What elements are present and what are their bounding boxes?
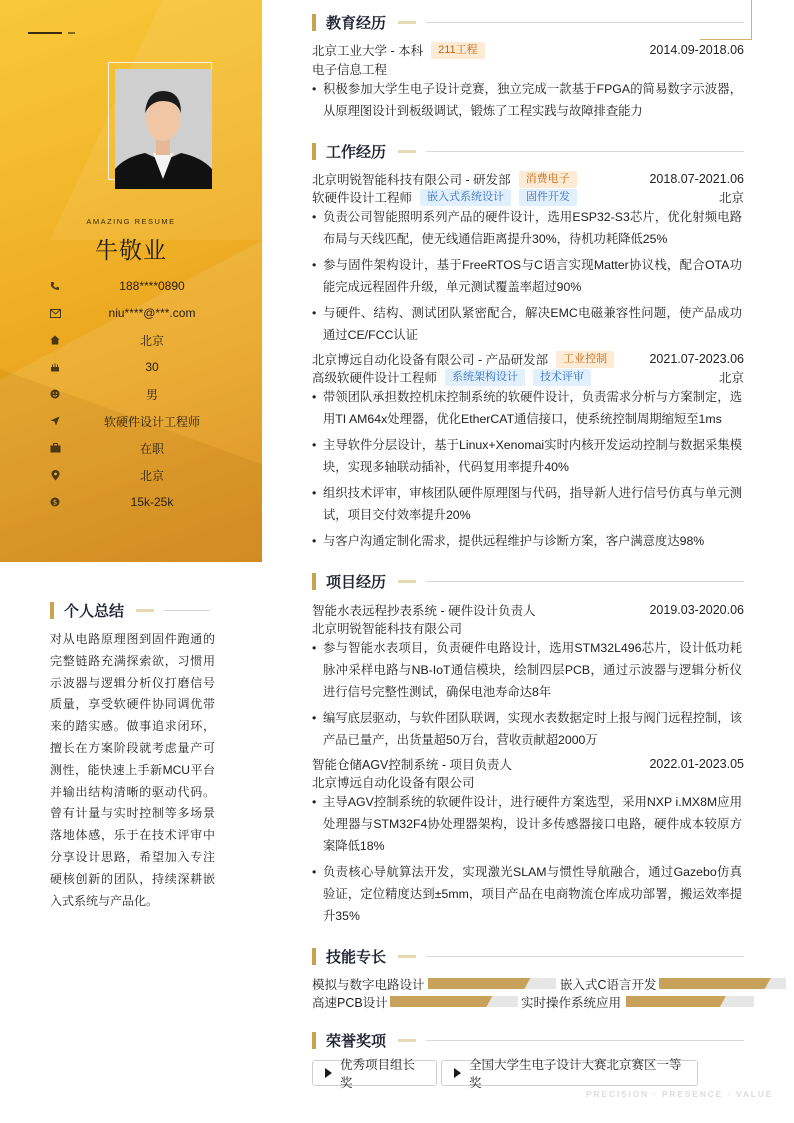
cake-icon (48, 360, 62, 374)
project-name-row (312, 755, 744, 773)
skill-bar (626, 996, 754, 1007)
skill-label: 嵌入式C语言开发 (560, 978, 657, 992)
project-company-row (312, 773, 744, 791)
summary-heading (50, 600, 210, 621)
job-bullet: • 主导软件分层设计，基于Linux+Xenomai实时内核开发运动控制与数据采集模块，实现多轴联动插补，代码复用率提升40% (312, 434, 742, 478)
job-bullet: • 与客户沟通定制化需求，提供远程维护与诊断方案，客户满意度达98% (312, 530, 742, 552)
skills-heading (312, 947, 744, 965)
status-value: 在职 (139, 441, 164, 456)
info-status (48, 438, 242, 458)
award-label: 全国大学生电子设计大赛北京赛区一等奖 (469, 1058, 682, 1090)
money-icon (48, 495, 62, 509)
profile-panel (0, 0, 262, 562)
candidate-name: 牛敬业 (95, 237, 167, 263)
phone-icon (48, 279, 62, 293)
resume-tagline: AMAZING RESUME (86, 217, 176, 226)
age-value: 30 (145, 360, 159, 374)
location-value: 北京 (139, 333, 164, 348)
job-bullet: • 组织技术评审，审核团队硬件原理图与代码，指导新人进行信号仿真与单元测试，项目交付效率提升20% (312, 482, 742, 526)
job-role-row (312, 368, 744, 386)
project-bullet: • 参与智能水表项目，负责硬件电路设计，选用STM32L496芯片，设计低功耗脉冲采样电路与NB-IoT通信模块，绘制四层PCB，通过示波器与逻辑分析仪进行信号完整性测试，确保电池寿命达8年 (312, 637, 742, 703)
summary-text: 对从电路原理图到固件跑通的完整链路充满探索欲，习惯用示波器与逻辑分析仪打磨信号质量，享受软硬件协同调优带来的踏实感。做事追求闭环，擅长在方案阶段就考虑量产可测性，能快速上手新MCU平台并输出结构清晰的驱动代码。曾有计量与实时控制等多场景落地体感，乐于在技术评审中分享设计思路，希望加入专注硬核创新的团队，持续深耕嵌入式系统与产品化。 (50, 632, 215, 908)
education-major-row (312, 60, 744, 78)
info-gender (48, 384, 242, 404)
job-city: 北京 (718, 191, 744, 205)
job-company: 北京明锐智能科技有限公司 - 研发部 (312, 173, 511, 187)
briefcase-icon (48, 441, 62, 455)
svg-text:$: $ (52, 498, 58, 507)
email-value: niu****@***.com (108, 306, 196, 320)
target-city-value: 北京 (139, 468, 164, 483)
skill-tag: 系统架构设计 (445, 369, 525, 386)
skill-label: 模拟与数字电路设计 (312, 978, 425, 992)
avatar (115, 69, 212, 189)
skill-tag: 技术评审 (533, 369, 591, 386)
job-company: 北京博远自动化设备有限公司 - 产品研发部 (312, 353, 549, 367)
skill-label: 高速PCB设计 (312, 996, 388, 1010)
project-bullet: • 主导AGV控制系统的软硬件设计，进行硬件方案选型，采用NXP i.MX8M应用处理器与STM32F4协处理器架构，设计多传感器接口电路，硬件成本较原方案降低18% (312, 791, 742, 857)
project-name-row (312, 601, 744, 619)
play-icon (454, 1068, 461, 1078)
awards-title: 荣誉奖项 (326, 1032, 387, 1050)
job-date: 2018.07-2021.06 (649, 172, 744, 186)
play-icon (325, 1068, 332, 1078)
skill-bar (390, 996, 518, 1007)
skill-bar-fill (659, 978, 771, 989)
education-bullet: • 积极参加大学生电子设计竞赛，独立完成一款基于FPGA的简易数字示波器，从原理图设计到板级调试，锻炼了工程实践与故障排查能力 (312, 78, 742, 122)
salary-value: 15k-25k (130, 495, 174, 509)
info-age (48, 357, 242, 377)
school-name: 北京工业大学 - 本科 (312, 44, 424, 58)
phone-value: 188****0890 (119, 279, 185, 293)
project-company: 北京明锐智能科技有限公司 (312, 622, 463, 636)
industry-tag: 工业控制 (556, 351, 614, 368)
project-name: 智能仓储AGV控制系统 - 项目负责人 (312, 758, 513, 772)
school-tag: 211工程 (431, 42, 485, 59)
industry-tag: 消费电子 (519, 171, 577, 188)
info-salary (48, 492, 242, 512)
award-badge (312, 1058, 437, 1090)
mail-icon (48, 306, 62, 320)
education-heading (312, 13, 744, 31)
info-location (48, 330, 242, 350)
skill-bar (659, 978, 786, 989)
skill-bar-fill (626, 996, 726, 1007)
education-school-row (312, 41, 744, 59)
project-bullet: • 编写底层驱动，与软件团队联调，实现水表数据定时上报与阀门远程控制，该产品已量产，出货量超50万台，营收贡献超2000万 (312, 707, 742, 751)
job-bullet: • 负责公司智能照明系列产品的硬件设计，选用ESP32-S3芯片，优化射频电路布局与天线匹配，使无线通信距离提升30%，待机功耗降低25% (312, 206, 742, 250)
decorative-line (68, 32, 75, 34)
projects-title: 项目经历 (326, 573, 387, 591)
award-badge (441, 1058, 698, 1090)
job-bullet: • 参与固件架构设计，基于FreeRTOS与C语言实现Matter协议栈，配合OTA功能完成远程固件升级，单元测试覆盖率超过90% (312, 254, 742, 298)
education-date: 2014.09-2018.06 (649, 43, 744, 57)
skill-label: 实时操作系统应用 (521, 996, 622, 1010)
info-target-city (48, 465, 242, 485)
job-company-row (312, 350, 744, 368)
skill-tag: 嵌入式系统设计 (420, 189, 511, 206)
gender-icon (48, 387, 62, 401)
location-pin-icon (48, 468, 62, 482)
info-position (48, 411, 242, 431)
project-name: 智能水表远程抄表系统 - 硬件设计负责人 (312, 604, 536, 618)
job-city: 北京 (718, 371, 744, 385)
summary-title: 个人总结 (64, 603, 125, 620)
skill-tag: 固件开发 (519, 189, 577, 206)
job-role: 高级软硬件设计工程师 (312, 371, 438, 385)
skill-bar (428, 978, 556, 989)
project-company: 北京博远自动化设备有限公司 (312, 776, 475, 790)
info-email (48, 303, 242, 323)
job-date: 2021.07-2023.06 (649, 352, 744, 366)
skill-bar-fill (428, 978, 530, 989)
home-icon (48, 333, 62, 347)
work-heading (312, 142, 744, 160)
project-bullet: • 负责核心导航算法开发，实现激光SLAM与惯性导航融合，通过Gazebo仿真验证，定位精度达到±5mm，项目产品在电商物流仓库成功部署，搬运效率提升35% (312, 861, 742, 927)
info-phone (48, 276, 242, 296)
job-role-row (312, 188, 744, 206)
skills-title: 技能专长 (326, 948, 387, 966)
gender-value: 男 (145, 387, 158, 402)
position-value: 软硬件设计工程师 (103, 414, 200, 429)
project-date: 2022.01-2023.05 (649, 757, 744, 771)
decorative-line (28, 32, 62, 34)
awards-heading (312, 1031, 744, 1049)
project-company-row (312, 619, 744, 637)
project-date: 2019.03-2020.06 (649, 603, 744, 617)
job-role: 软硬件设计工程师 (312, 191, 413, 205)
job-bullet: • 带领团队承担数控机床控制系统的软硬件设计，负责需求分析与方案制定，选用TI AM64x处理器，优化EtherCAT通信接口，使系统控制周期缩短至1ms (312, 386, 742, 430)
education-title: 教育经历 (326, 14, 387, 32)
job-bullet: • 与硬件、结构、测试团队紧密配合，解决EMC电磁兼容性问题，使产品成功通过CE/FCC认证 (312, 302, 742, 346)
job-company-row (312, 170, 744, 188)
major: 电子信息工程 (312, 63, 388, 77)
footer-slogan: PRECISION · PRESENCE · VALUE (586, 1089, 774, 1099)
skill-bar-fill (390, 996, 492, 1007)
award-label: 优秀项目组长奖 (340, 1058, 416, 1090)
send-icon (48, 414, 62, 428)
projects-heading (312, 572, 744, 590)
work-title: 工作经历 (326, 143, 387, 161)
